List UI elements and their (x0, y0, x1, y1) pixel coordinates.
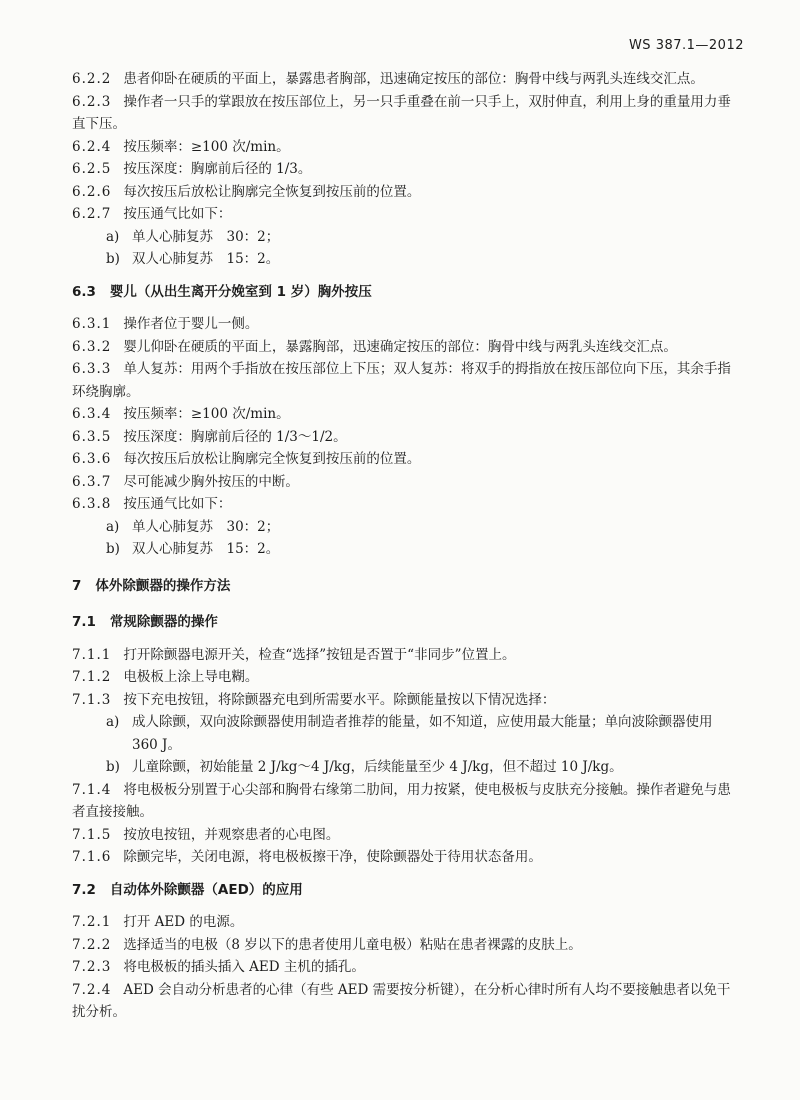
clause-text: 尽可能减少胸外按压的中断。 (123, 473, 299, 490)
clause-text: 按压通气比如下： (123, 206, 232, 222)
clause-text: 按压频率：≥100 次/min。 (123, 406, 290, 422)
clause-6-3-6 (72, 448, 742, 471)
clause-6-3-1 (72, 313, 742, 336)
clause-number: 6.2.6 (72, 183, 112, 200)
clause-number: 7.2.2 (72, 936, 112, 953)
clause-number: 6.3.8 (72, 496, 112, 512)
page-body (72, 68, 742, 1024)
clause-6-3-3 (72, 358, 742, 403)
clause-number: 6.3.1 (72, 316, 112, 332)
clause-7-1-6 (72, 846, 742, 869)
clause-6-3-4 (72, 403, 742, 426)
clause-7-1-1 (72, 644, 742, 667)
heading-number: 7.2 (72, 881, 96, 898)
list-item (72, 516, 742, 539)
list-text: 成人除颤，双向波除颤器使用制造者推荐的能量，如不知道，应使用最大能量；单向波除颤器使用 360 J。 (132, 714, 713, 753)
heading-text: 自动体外除颤器（AED）的应用 (109, 881, 303, 898)
clause-text: AED 会自动分析患者的心律（有些 AED 需要按分析键），在分析心律时所有人均不要接触患者以免干扰分析。 (72, 981, 731, 1020)
clause-number: 7.2.1 (72, 914, 112, 930)
clause-number: 7.1.1 (72, 646, 112, 663)
clause-text: 按放电按钮，并观察患者的心电图。 (123, 826, 340, 843)
section-heading-6-3 (72, 281, 742, 304)
heading-text: 婴儿（从出生离开分娩室到 1 岁）胸外按压 (109, 283, 372, 300)
clause-number: 6.2.5 (72, 161, 112, 177)
clause-text: 将电极板的插头插入 AED 主机的插孔。 (123, 959, 365, 975)
list-item (72, 711, 742, 756)
list-item (72, 538, 742, 561)
clause-number: 6.3.5 (72, 428, 112, 445)
clause-text: 将电极板分别置于心尖部和胸骨右缘第二肋间，用力按紧，使电极板与皮肤充分接触。操作者避免与患者直接接触。 (72, 781, 731, 820)
heading-number: 7 (72, 577, 82, 594)
clause-text: 患者仰卧在硬质的平面上，暴露患者胸部，迅速确定按压的部位：胸骨中线与两乳头连线交汇点。 (123, 71, 704, 87)
list-item (72, 248, 742, 271)
clause-6-3-7 (72, 471, 742, 494)
section-heading-7-2 (72, 879, 742, 902)
clause-text: 每次按压后放松让胸廓完全恢复到按压前的位置。 (123, 183, 421, 200)
clause-number: 6.3.2 (72, 338, 112, 355)
clause-text: 操作者位于婴儿一侧。 (123, 316, 259, 332)
clause-7-1-2 (72, 666, 742, 689)
clause-number: 6.2.4 (72, 138, 112, 155)
clause-6-3-8 (72, 493, 742, 516)
clause-number: 7.1.4 (72, 781, 112, 798)
list-label: b) (106, 759, 120, 775)
list-item (72, 226, 742, 249)
clause-6-3-5 (72, 426, 742, 449)
list-label: a) (106, 518, 120, 535)
clause-number: 6.2.7 (72, 206, 112, 222)
section-heading-7-1 (72, 611, 742, 634)
clause-text: 按压深度：胸廓前后径的 1/3。 (123, 161, 312, 177)
clause-text: 电极板上涂上导电糊。 (123, 669, 259, 685)
list-text: 儿童除颤，初始能量 2 J/kg～4 J/kg，后续能量至少 4 J/kg，但不超过 10 J/kg。 (132, 759, 623, 775)
clause-text: 每次按压后放松让胸廓完全恢复到按压前的位置。 (123, 451, 421, 467)
clause-6-2-6 (72, 181, 742, 204)
clause-7-2-2 (72, 934, 742, 957)
list-text: 双人心肺复苏 15：2。 (132, 541, 280, 557)
clause-6-2-7 (72, 203, 742, 226)
clause-text: 按压频率：≥100 次/min。 (123, 138, 290, 155)
clause-number: 6.3.7 (72, 473, 112, 490)
document-code: WS 387.1—2012 (628, 38, 744, 53)
clause-number: 7.2.4 (72, 981, 112, 998)
list-label: b) (106, 251, 120, 267)
clause-number: 7.1.3 (72, 691, 112, 708)
heading-text: 常规除颤器的操作 (109, 614, 218, 630)
clause-text: 打开除颤器电源开关，检查“选择”按钮是否置于“非同步”位置上。 (123, 646, 516, 663)
list-item (72, 756, 742, 779)
clause-6-2-4 (72, 136, 742, 159)
clause-number: 6.2.2 (72, 71, 112, 87)
clause-text: 单人复苏：用两个手指放在按压部位上下压；双人复苏：将双手的拇指放在按压部位向下压，其余手指环绕胸廓。 (72, 361, 731, 400)
clause-number: 6.3.4 (72, 406, 112, 422)
list-label: a) (106, 228, 120, 245)
clause-6-2-2 (72, 68, 742, 91)
clause-7-2-4 (72, 979, 742, 1024)
clause-7-1-5 (72, 824, 742, 847)
clause-text: 除颤完毕，关闭电源，将电极板擦干净，使除颤器处于待用状态备用。 (123, 849, 542, 865)
clause-number: 7.1.6 (72, 849, 112, 865)
list-text: 单人心肺复苏 30：2； (132, 228, 280, 245)
list-label: b) (106, 541, 120, 557)
clause-number: 6.2.3 (72, 93, 112, 110)
section-heading-7 (72, 575, 742, 598)
clause-number: 7.2.3 (72, 959, 112, 975)
clause-7-2-1 (72, 911, 742, 934)
list-text: 双人心肺复苏 15：2。 (132, 251, 280, 267)
clause-text: 操作者一只手的掌跟放在按压部位上，另一只手重叠在前一只手上，双肘伸直，利用上身的重量用力垂直下压。 (72, 93, 731, 132)
list-text: 单人心肺复苏 30：2； (132, 518, 280, 535)
list-label: a) (106, 714, 120, 730)
clause-text: 按压深度：胸廓前后径的 1/3～1/2。 (123, 428, 347, 445)
clause-number: 6.3.3 (72, 361, 112, 377)
clause-6-3-2 (72, 336, 742, 359)
heading-number: 7.1 (72, 614, 96, 630)
clause-text: 按下充电按钮，将除颤器充电到所需要水平。除颤能量按以下情况选择： (123, 691, 556, 708)
clause-text: 选择适当的电极（8 岁以下的患者使用儿童电极）粘贴在患者裸露的皮肤上。 (123, 936, 582, 953)
heading-number: 6.3 (72, 283, 96, 300)
heading-text: 体外除颤器的操作方法 (95, 577, 231, 594)
clause-number: 6.3.6 (72, 451, 112, 467)
clause-text: 婴儿仰卧在硬质的平面上，暴露胸部，迅速确定按压的部位：胸骨中线与两乳头连线交汇点。 (123, 338, 677, 355)
clause-7-2-3 (72, 956, 742, 979)
clause-number: 7.1.2 (72, 669, 112, 685)
clause-number: 7.1.5 (72, 826, 112, 843)
clause-7-1-4 (72, 779, 742, 824)
clause-6-2-3 (72, 91, 742, 136)
clause-text: 打开 AED 的电源。 (123, 914, 244, 930)
clause-text: 按压通气比如下： (123, 496, 232, 512)
clause-7-1-3 (72, 689, 742, 712)
clause-6-2-5 (72, 158, 742, 181)
